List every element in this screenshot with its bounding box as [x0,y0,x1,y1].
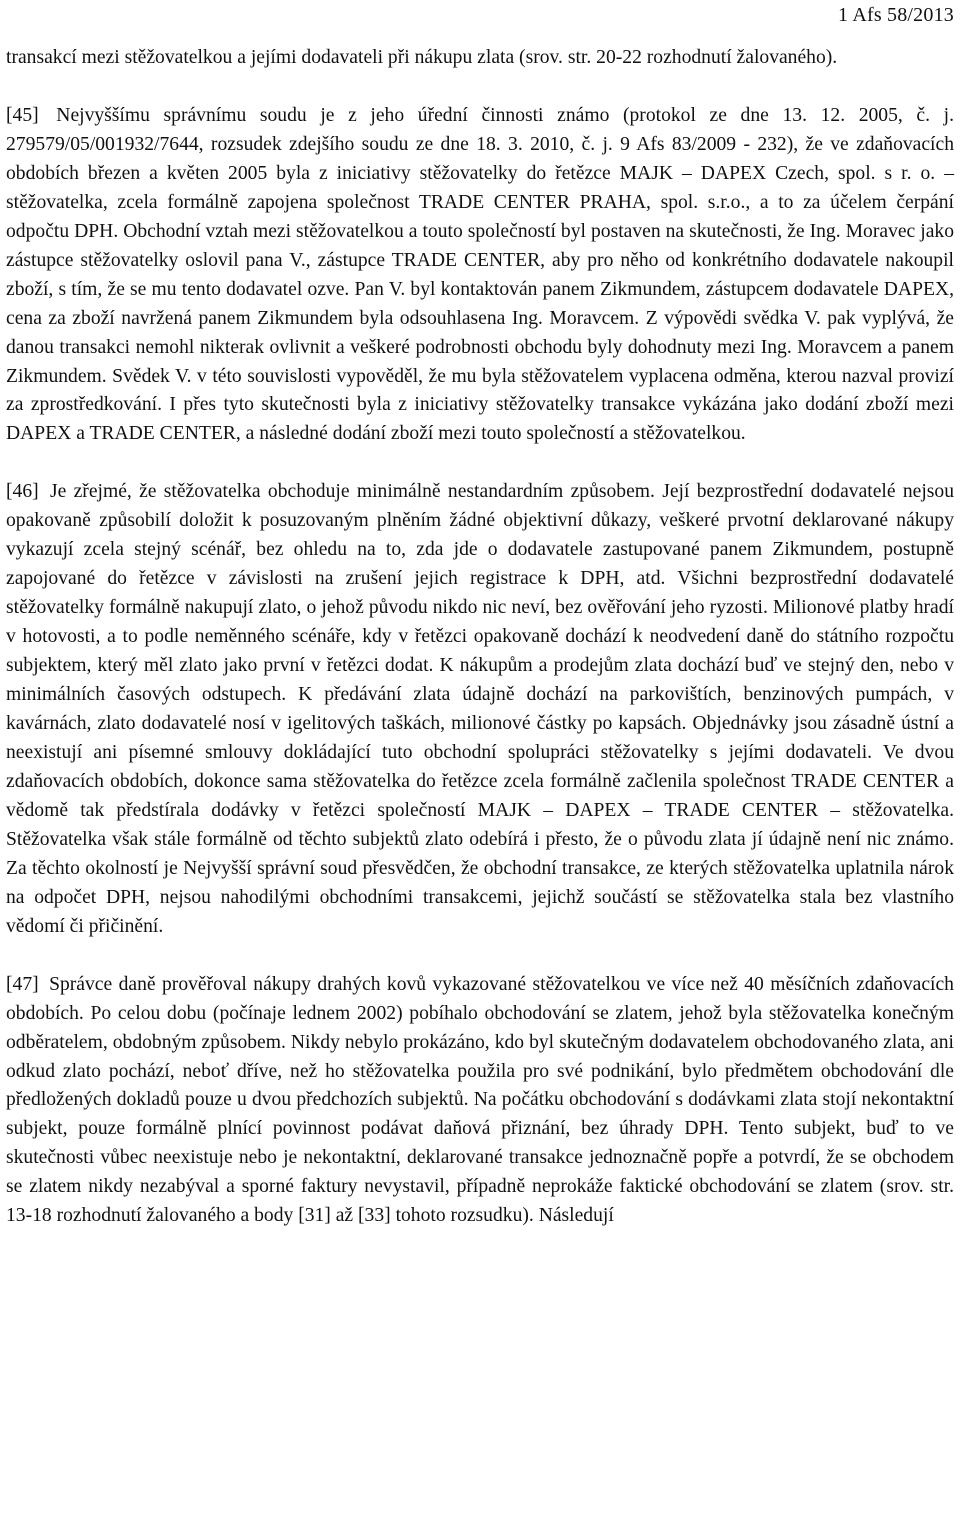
paragraph-number: [46] [6,481,39,503]
paragraph-text: Nejvyššímu správnímu soudu je z jeho úřední činnosti známo (protokol ze dne 13. 12. 2005, č. j. 279579/05/001932/7644, rozsudek zdejšího soudu ze dne 18. 3. 2010, č. j. 9 Afs 83/2009 - 232), že ve zdaňovacích obdobích březen a květen 2005 byla z iniciativy stěžovatelky do řetězce MAJK – DAPEX Czech, spol. s r. o. – stěžovatelka, zcela formálně zapojena společnost TRADE CENTER PRAHA, spol. s.r.o., a to za účelem čerpání odpočtu DPH. Obchodní vztah mezi stěžovatelkou a touto společností byl postaven na skutečnosti, že Ing. Moravec jako zástupce stěžovatelky oslovil pana V., zástupce TRADE CENTER, aby pro něho od konkrétního dodavatele nakoupil zboží, s tím, že se mu tento dodavatel ozve. Pan V. byl kontaktován panem Zikmundem, zástupcem dodavatele DAPEX, cena za zboží navržená panem Zikmundem byla odsouhlasena Ing. Moravcem. Z výpovědi svědka V. pak vyplývá, že danou transakci nemohl nikterak ovlivnit a veškeré podrobnosti obchodu byly dohodnuty mezi Ing. Moravcem a panem Zikmundem. Svědek V. v této souvislosti vypověděl, že mu byla stěžovatelem vyplacena odměna, kterou nazval provizí za zprostředkování. I přes tyto skutečnosti byla z iniciativy stěžovatelky transakce vykázána jako dodání zboží mezi DAPEX a TRADE CENTER, a následné dodání zboží mezi touto společností a stěžovatelkou. [6,104,954,445]
paragraph-text: Je zřejmé, že stěžovatelka obchoduje minimálně nestandardním způsobem. Její bezprostřední dodavatelé nejsou opakovaně způsobilí doložit k posuzovaným plněním žádné objektivní důkazy, veškeré prvotní deklarované nákupy vykazují zcela stejný scénář, bez ohledu na to, zda jde o dodavatele zastupované panem Zikmundem, postupně zapojované do řetězce v závislosti na zrušení jejich registrace k DPH, atd. Všichni bezprostřední dodavatelé stěžovatelky formálně nakupují zlato, o jehož původu nikdo nic neví, bez ověřování jeho ryzosti. Milionové platby hradí v hotovosti, a to podle neměnného scénáře, kdy v řetězci opakovaně dochází k neodvedení daně do státního rozpočtu subjektem, který měl zlato jako první v řetězci dodat. K nákupům a prodejům zlata dochází buď ve stejný den, nebo v minimálních časových odstupech. K předávání zlata údajně dochází na parkovištích, benzinových pumpách, v kavárnách, zlato dodavatelé nosí v igelitových taškách, milionové částky po kapsách. Objednávky jsou zásadně ústní a neexistují ani písemné smlouvy dokládající tuto obchodní spolupráci stěžovatelky s jejími dodavateli. Ve dvou zdaňovacích obdobích, dokonce sama stěžovatelka do řetězce zcela formálně začlenila společnost TRADE CENTER a vědomě tak předstírala dodávky v řetězci společností MAJK – DAPEX – TRADE CENTER – stěžovatelka. Stěžovatelka však stále formálně od těchto subjektů zlato odebírá i přesto, že o původu zlata jí údajně není nic známo. Za těchto okolností je Nejvyšší správní soud přesvědčen, že obchodní transakce, ze kterých stěžovatelka uplatnila nárok na odpočet DPH, nejsou nahodilými obchodními transakcemi, jejichž součástí se stěžovatelka stala bez vlastního vědomí či přičinění. [6,481,954,937]
paragraph-46 [6,478,954,941]
paragraph-45 [6,102,954,449]
page-header-case-number: 1 Afs 58/2013 [838,4,954,26]
paragraph-47 [6,971,954,1232]
paragraph-continuation [6,44,954,73]
paragraph-text: transakcí mezi stěžovatelkou a jejími dodavateli při nákupu zlata (srov. str. 20-22 rozhodnutí žalovaného). [6,47,838,68]
paragraph-text: Správce daně prověřoval nákupy drahých kovů vykazované stěžovatelkou ve více než 40 měsíčních zdaňovacích obdobích. Po celou dobu (počínaje lednem 2002) pobíhalo obchodování se zlatem, jehož byla stěžovatelka konečným odběratelem, obdobným způsobem. Nikdy nebylo prokázáno, kdo byl skutečným dodavatelem obchodovaného zlata, ani odkud zlato pochází, neboť dříve, než ho stěžovatelka použila pro své podnikání, bylo předmětem obchodování dle předložených dokladů pouze u dvou předchozích subjektů. Na počátku obchodování s dodávkami zlata stojí nekontaktní subjekt, pouze formálně plnící povinnost podávat daňová přiznání, bez úhrady DPH. Tento subjekt, buď to ve skutečnosti vůbec neexistuje nebo je nekontaktní, deklarované transakce jednoznačně popře a potvrdí, že se obchodem se zlatem nikdy nezabýval a sporné faktury nevystavil, případně neprokáže faktické obchodování se zlatem (srov. str. 13-18 rozhodnutí žalovaného a body [31] až [33] tohoto rozsudku). Následují [6,973,954,1227]
paragraph-number: [45] [6,104,39,126]
document-body [6,44,954,1231]
paragraph-number: [47] [6,973,39,995]
